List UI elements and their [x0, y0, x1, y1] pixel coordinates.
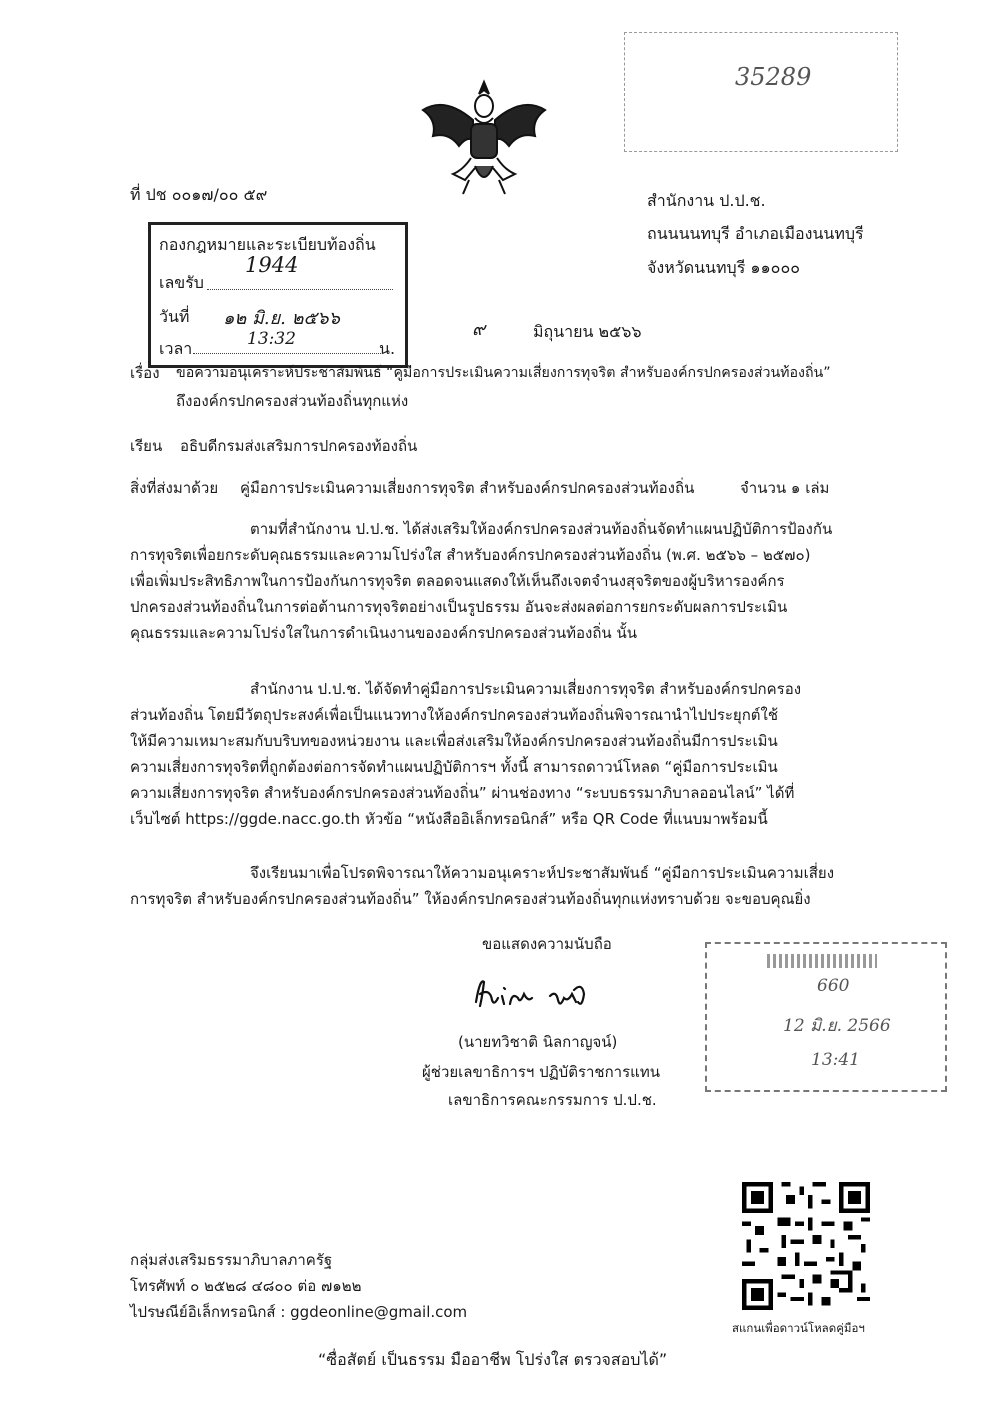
- signer-position-1: ผู้ช่วยเลขาธิการฯ ปฏิบัติราชการแทน: [422, 1063, 660, 1081]
- salutation-label: เรียน: [130, 437, 163, 455]
- paragraph-line: จึงเรียนมาเพื่อโปรดพิจารณาให้ความอนุเคราะห์ประชาสัมพันธ์ “คู่มือการประเมินความเสี่ยง: [250, 864, 835, 882]
- enclosure-label: สิ่งที่ส่งมาด้วย: [130, 479, 219, 497]
- received-stamp: [705, 942, 947, 1092]
- stamp-number: 35289: [735, 63, 812, 91]
- paragraph-line: เว็บไซต์ https://ggde.nacc.go.th หัวข้อ “หนังสืออิเล็กทรอนิกส์” หรือ QR Code ที่แนบมาพร้อมนี้: [130, 810, 768, 828]
- signer-position-2: เลขาธิการคณะกรรมการ ป.ป.ช.: [448, 1091, 657, 1109]
- contact-unit: กลุ่มส่งเสริมธรรมาภิบาลภาครัฐ: [130, 1251, 333, 1269]
- subject-label: เรื่อง: [130, 364, 160, 382]
- enclosure-quantity: จำนวน ๑ เล่ม: [740, 479, 830, 497]
- paragraph-line: ความเสี่ยงการทุจริต สำหรับองค์กรปกครองส่วนท้องถิ่น” ผ่านช่องทาง “ระบบธรรมาภิบาลออนไลน์” ได้ที่: [130, 784, 795, 802]
- contact-email: ไปรษณีย์อิเล็กทรอนิกส์ : ggdeonline@gmail.com: [130, 1303, 468, 1321]
- garuda-emblem-icon: [415, 76, 553, 200]
- paragraph-line: ส่วนท้องถิ่น โดยมีวัตถุประสงค์เพื่อเป็นแนวทางให้องค์กรปกครองส่วนท้องถิ่นพิจารณานำไปประยุกต์ใช้: [130, 706, 779, 724]
- registry-time-suffix: น.: [379, 339, 396, 358]
- received-time: 13:41: [811, 1050, 860, 1070]
- salutation-recipient: อธิบดีกรมส่งเสริมการปกครองท้องถิ่น: [180, 437, 418, 455]
- date-day: ๙: [472, 319, 486, 340]
- paragraph-line: ตามที่สำนักงาน ป.ป.ช. ได้ส่งเสริมให้องค์กรปกครองส่วนท้องถิ่นจัดทำแผนปฏิบัติการป้องกัน: [250, 520, 833, 538]
- body-paragraph-1: [130, 516, 890, 646]
- subject-line-1: ขอความอนุเคราะห์ประชาสัมพันธ์ “คู่มือการประเมินความเสี่ยงการทุจริต สำหรับองค์กรปกครองส่วนท้องถิ่น”: [176, 365, 831, 381]
- registry-stamp: [148, 222, 408, 368]
- signer-name: (นายทวิชาติ นิลกาญจน์): [458, 1033, 618, 1051]
- closing-text: ขอแสดงความนับถือ: [482, 935, 612, 953]
- registry-recv-label: เลขรับ: [159, 273, 204, 292]
- contact-phone: โทรศัพท์ ๐ ๒๕๒๘ ๔๘๐๐ ต่อ ๗๑๒๒: [130, 1277, 362, 1295]
- registry-time-value: 13:32: [247, 329, 296, 349]
- office-name: สำนักงาน ป.ป.ช.: [647, 191, 766, 210]
- signature-image: [470, 972, 600, 1016]
- body-paragraph-3: [130, 860, 890, 912]
- registry-stamp-title: กองกฎหมายและระเบียบท้องถิ่น: [159, 235, 376, 254]
- paragraph-line: สำนักงาน ป.ป.ช. ได้จัดทำคู่มือการประเมินความเสี่ยงการทุจริต สำหรับองค์กรปกครอง: [250, 680, 802, 698]
- received-number-stamp: [624, 32, 898, 152]
- received-number: 660: [817, 976, 850, 996]
- paragraph-line: ความเสี่ยงการทุจริตที่ถูกต้องต่อการจัดทำแผนปฏิบัติการฯ ทั้งนี้ สามารถดาวน์โหลด “คู่มือการประเมิน: [130, 758, 778, 776]
- paragraph-line: การทุจริต สำหรับองค์กรปกครองส่วนท้องถิ่น” ให้องค์กรปกครองส่วนท้องถิ่นทุกแห่งทราบด้วย จะขอบคุณยิ่ง: [130, 890, 811, 908]
- qr-caption: สแกนเพื่อดาวน์โหลดคู่มือฯ: [732, 1321, 865, 1335]
- footer-motto: “ซื่อสัตย์ เป็นธรรม มืออาชีพ โปร่งใส ตรวจสอบได้”: [318, 1350, 668, 1369]
- paragraph-line: การทุจริตเพื่อยกระดับคุณธรรมและความโปร่งใส สำหรับองค์กรปกครองส่วนท้องถิ่น (พ.ศ. ๒๕๖๖ – ๒๕๗๐): [130, 546, 811, 564]
- qr-code-icon[interactable]: [742, 1182, 870, 1310]
- received-date: 12 มิ.ย. 2566: [783, 1016, 891, 1036]
- registry-date-label: วันที่: [159, 307, 190, 326]
- paragraph-line: ปกครองส่วนท้องถิ่นในการต่อต้านการทุจริตอย่างเป็นรูปธรรม อันจะส่งผลต่อการยกระดับผลการประเมิน: [130, 598, 788, 616]
- office-province: จังหวัดนนทบุรี ๑๑๐๐๐: [647, 258, 800, 277]
- subject-line-2: ถึงองค์กรปกครองส่วนท้องถิ่นทุกแห่ง: [176, 392, 409, 410]
- body-paragraph-2: [130, 676, 890, 832]
- registry-time-label: เวลา: [159, 339, 193, 358]
- enclosure-value: คู่มือการประเมินความเสี่ยงการทุจริต สำหรับองค์กรปกครองส่วนท้องถิ่น: [240, 479, 695, 497]
- paragraph-line: เพื่อเพิ่มประสิทธิภาพในการป้องกันการทุจริต ตลอดจนแสดงให้เห็นถึงเจตจำนงสุจริตของผู้บริหารองค์กร: [130, 572, 785, 590]
- paragraph-line: คุณธรรมและความโปร่งใสในการดำเนินงานขององค์กรปกครองส่วนท้องถิ่น นั้น: [130, 624, 637, 642]
- date-month-year: มิถุนายน ๒๕๖๖: [533, 322, 642, 341]
- registry-date-value: ๑๒ มิ.ย. ๒๕๖๖: [223, 308, 340, 329]
- document-number: ที่ ปช ๐๐๑๗/๐๐ ๕๙: [130, 185, 268, 204]
- paragraph-line: ให้มีความเหมาะสมกับบริบทของหน่วยงาน และเพื่อส่งเสริมให้องค์กรปกครองส่วนท้องถิ่นมีการประเมิน: [130, 732, 778, 750]
- registry-recv-value: 1944: [245, 253, 299, 277]
- office-street: ถนนนนทบุรี อำเภอเมืองนนทบุรี: [647, 224, 864, 243]
